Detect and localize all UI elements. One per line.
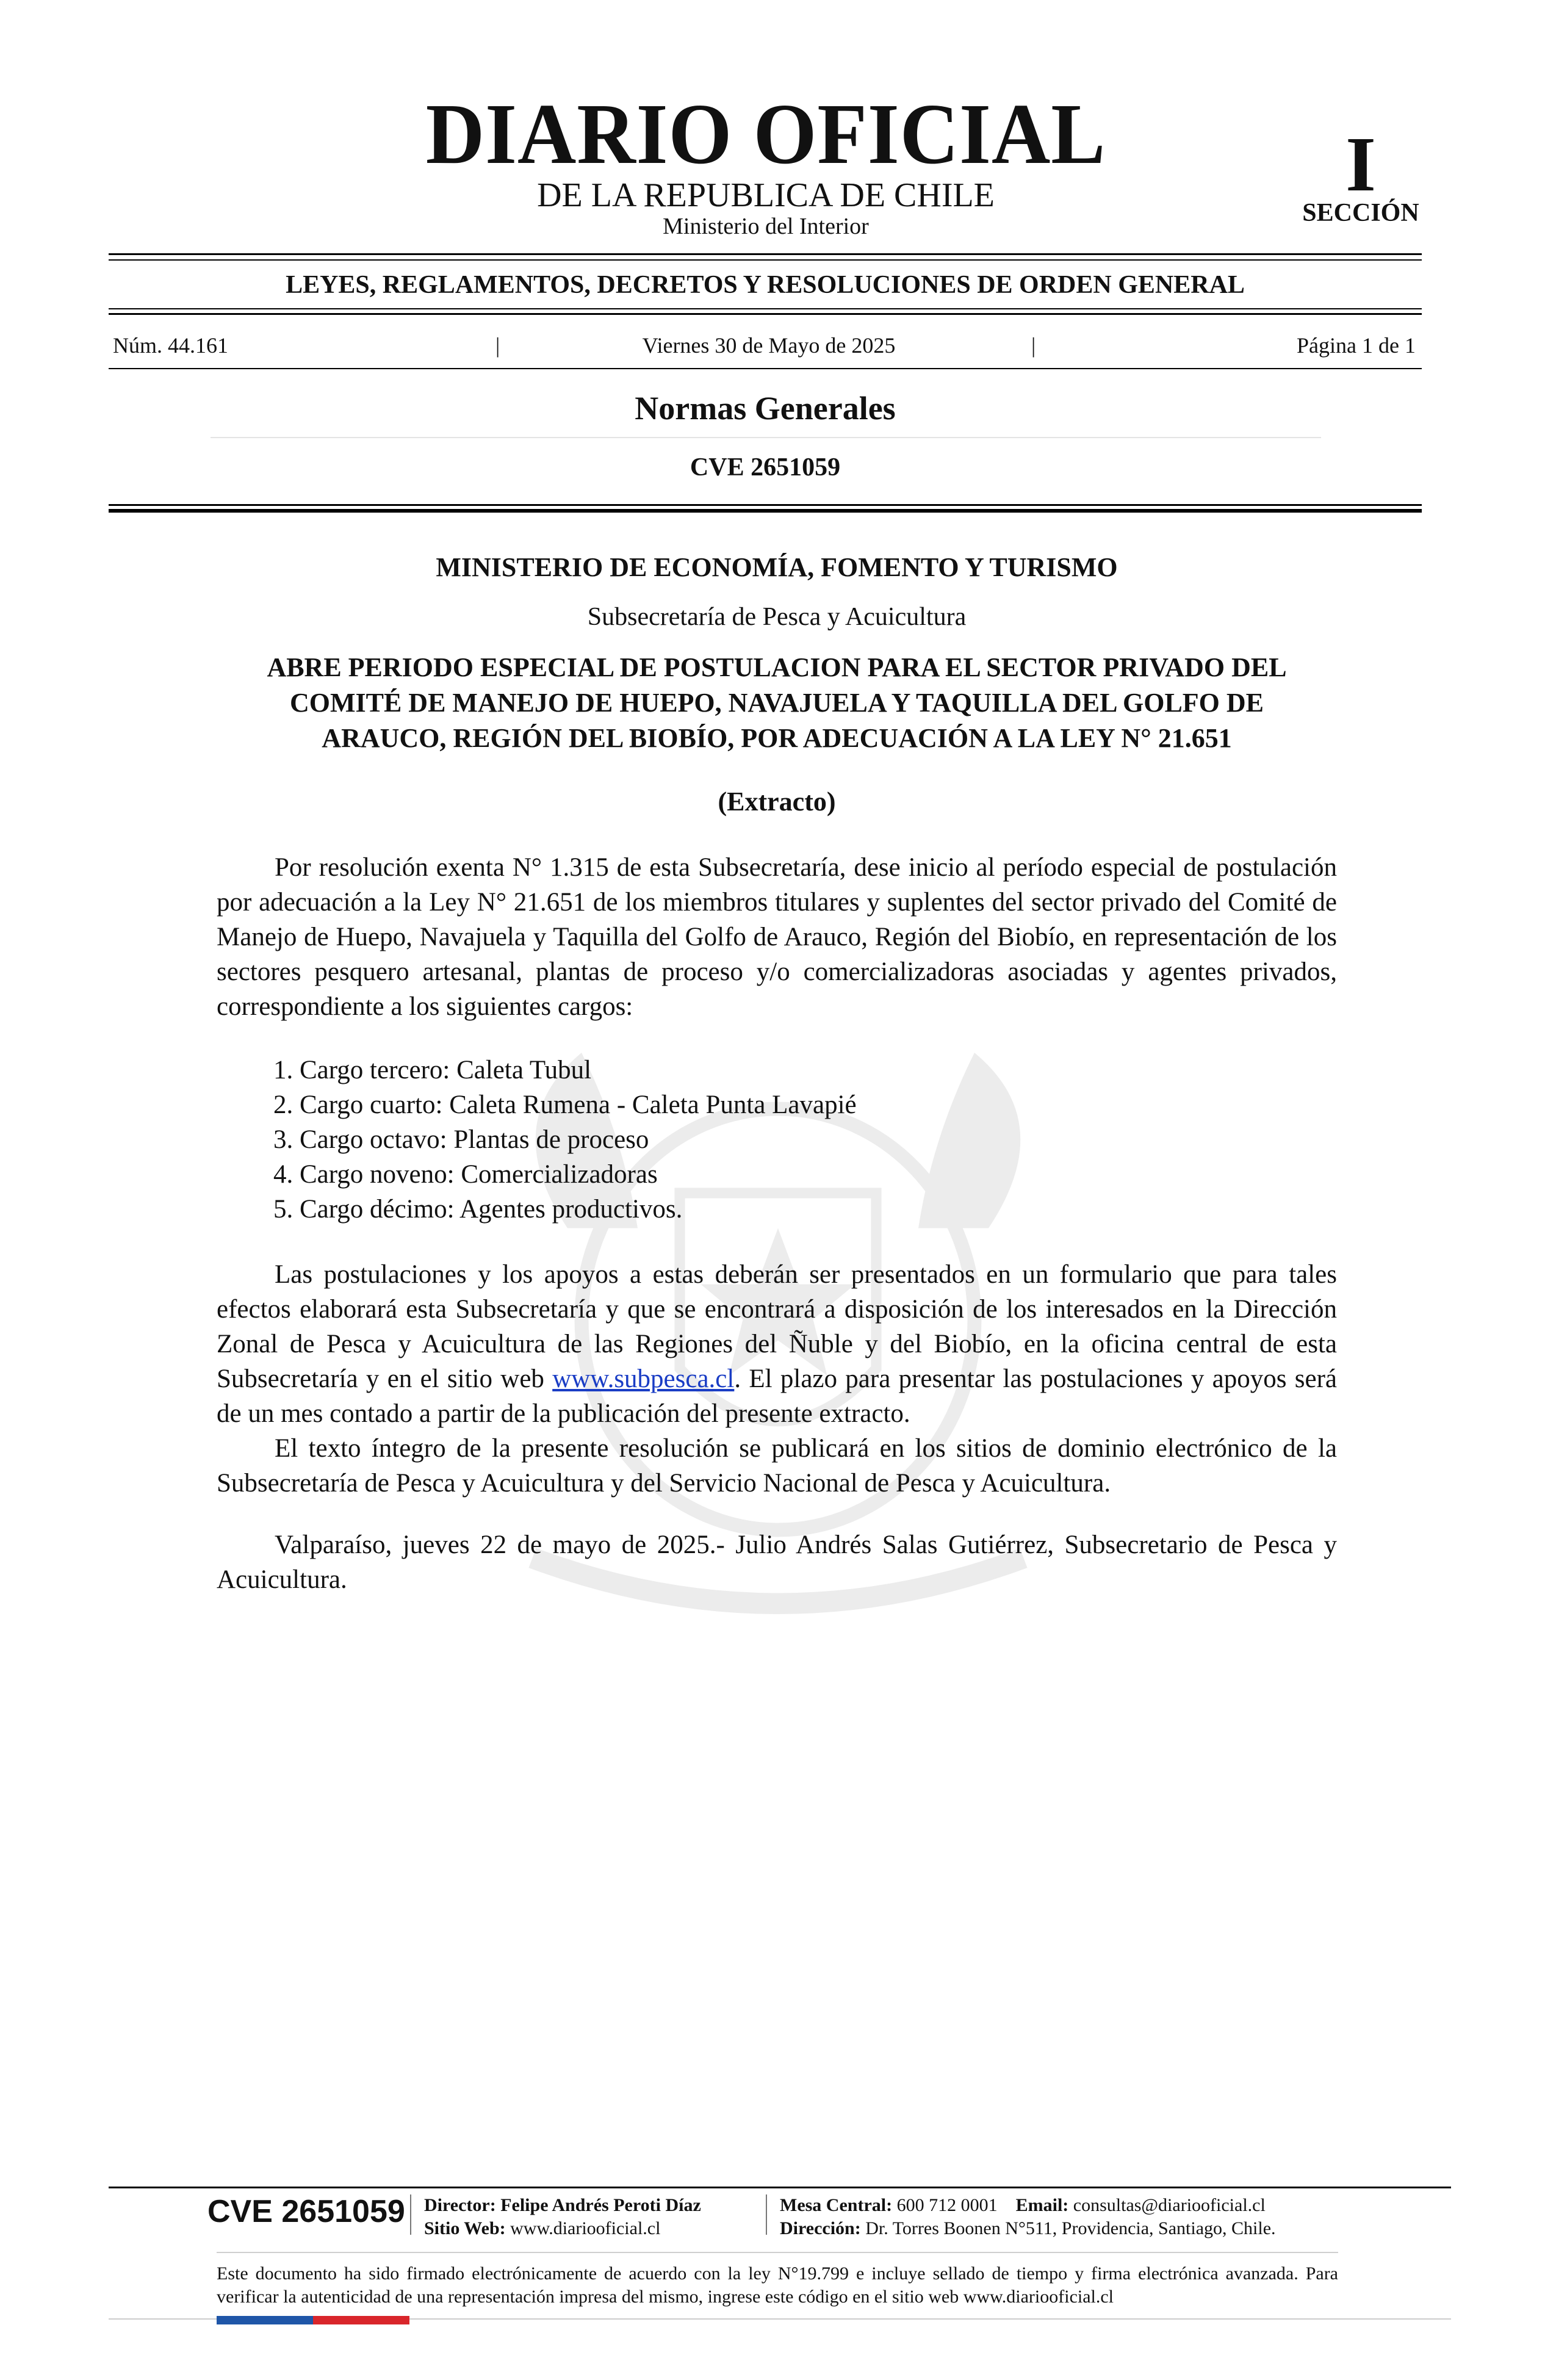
subsecretaria-heading: Subsecretaría de Pesca y Acuicultura [587,603,967,631]
ministerio-heading: MINISTERIO DE ECONOMÍA, FOMENTO Y TURISMO [436,552,1118,582]
paragraph-1-block [217,850,1337,1024]
title-line-3: ARAUCO, REGIÓN DEL BIOBÍO, POR ADECUACIÓN A LA LEY N° 21.651 [322,723,1232,753]
document-title [217,650,1337,756]
cargos-list [273,1053,857,1227]
footer-separator [410,2194,411,2235]
title-line-1: ABRE PERIODO ESPECIAL DE POSTULACION PARA EL SECTOR PRIVADO DEL [267,652,1287,682]
section-label: SECCIÓN [1302,199,1419,227]
signature-block [217,1527,1337,1597]
phone-value: 600 712 0001 [896,2195,998,2215]
director-value: Felipe Andrés Peroti Díaz [500,2195,701,2215]
website-label: Sitio Web: [424,2218,506,2238]
laws-banner: LEYES, REGLAMENTOS, DECRETOS Y RESOLUCIONES DE ORDEN GENERAL [286,271,1245,299]
footer-director [424,2194,701,2217]
footer-legal-text: Este documento ha sido firmado electrónicamente de acuerdo con la ley N°19.799 e incluye sellado de tiempo y firma electrónica avanzada. Para verificar la autenticidad de una representación impresa del mismo, ingrese este código en el sitio web www.diariooficial.cl [217,2263,1338,2307]
paragraph-2-text-end: . El plazo para presentar las postulaciones y apoyos será de un mes contado a partir de la publicación del presente extracto. [217,1365,1337,1428]
header-rule-issue [109,368,1422,369]
subpesca-link[interactable]: www.subpesca.cl [552,1365,735,1393]
paragraph-2-text: Las postulaciones y los apoyos a estas deberán ser presentados en un formulario que para tales efectos elaborará esta Subsecretaría y que se encontrará a disposición de los interesados en la Dirección Zonal de Pesca y Acuicultura de las Regiones del Ñuble y del Biobío, en la oficina central de esta Subsecretaría y en el sitio web [217,1260,1337,1393]
issue-separator-right: | [1031,333,1036,358]
issue-number: Núm. 44.161 [113,333,228,358]
footer-rule [109,2187,1451,2188]
website-link[interactable]: www.diariooficial.cl [510,2218,661,2238]
extracto-label: (Extracto) [718,787,836,817]
list-item: 5. Cargo décimo: Agentes productivos. [273,1195,683,1224]
title-line-2: COMITÉ DE MANEJO DE HUEPO, NAVAJUELA Y TAQUILLA DEL GOLFO DE [289,688,1264,718]
section-title: Normas Generales [635,390,896,427]
list-item: 4. Cargo noveno: Comercializadoras [273,1160,658,1189]
address-value: Dr. Torres Boonen N°511, Providencia, Santiago, Chile. [865,2218,1276,2238]
section-divider [211,437,1321,438]
footer-divider [217,2252,1338,2253]
header-rule-mid-thin [109,308,1422,309]
header-rule-bottom [109,504,1422,506]
address-label: Dirección: [780,2218,861,2238]
issue-date: Viernes 30 de Mayo de 2025 [642,333,896,358]
header-rule-bottom-thick [109,509,1422,513]
flag-stripe-blue [217,2316,313,2324]
phone-label: Mesa Central: [780,2195,893,2215]
paragraph-1: Por resolución exenta N° 1.315 de esta Subsecretaría, dese inicio al período especial de postulación por adecuación a la Ley N° 21.651 de los miembros titulares y suplentes del sector privado del Comité de Manejo de Huepo, Navajuela y Taquilla del Golfo de Arauco, Región del Biobío, en representación de los sectores pesquero artesanal, plantas de proceso y/o comercializadoras asociadas y agentes privados, correspondiente a los siguientes cargos: [217,853,1337,1021]
footer-contact [780,2194,1266,2217]
list-item: 3. Cargo octavo: Plantas de proceso [273,1125,649,1154]
footer-separator [766,2194,767,2235]
masthead-ministry: Ministerio del Interior [663,214,869,239]
section-number: I [1345,121,1376,207]
header-rule-top [109,253,1422,255]
list-item: 1. Cargo tercero: Caleta Tubul [273,1056,592,1084]
header-rule-mid [109,313,1422,315]
director-label: Director: [424,2195,496,2215]
footer-website [424,2217,660,2240]
flag-stripe-red [313,2316,409,2324]
header-rule-top-thin [109,259,1422,261]
footer-address [780,2217,1276,2240]
masthead-subtitle: DE LA REPUBLICA DE CHILE [537,176,995,214]
paragraph-3: El texto íntegro de la presente resolución se publicará en los sitios de dominio electrónico de la Subsecretaría de Pesca y Acuicultura y del Servicio Nacional de Pesca y Acuicultura. [217,1434,1337,1498]
email-value[interactable]: consultas@diariooficial.cl [1073,2195,1266,2215]
footer-cve-code: CVE 2651059 [207,2194,405,2229]
masthead-title: DIARIO OFICIAL [425,85,1106,182]
cve-code: CVE 2651059 [690,453,841,481]
issue-separator-left: | [495,333,500,358]
list-item: 2. Cargo cuarto: Caleta Rumena - Caleta Punta Lavapié [273,1091,857,1119]
email-label: Email: [1015,2195,1069,2215]
paragraph-2 [217,1257,1337,1431]
signature: Valparaíso, jueves 22 de mayo de 2025.- Julio Andrés Salas Gutiérrez, Subsecretario de Pesca y Acuicultura. [217,1531,1337,1594]
paragraph-2-block [217,1257,1337,1501]
page-info: Página 1 de 1 [1297,333,1416,358]
